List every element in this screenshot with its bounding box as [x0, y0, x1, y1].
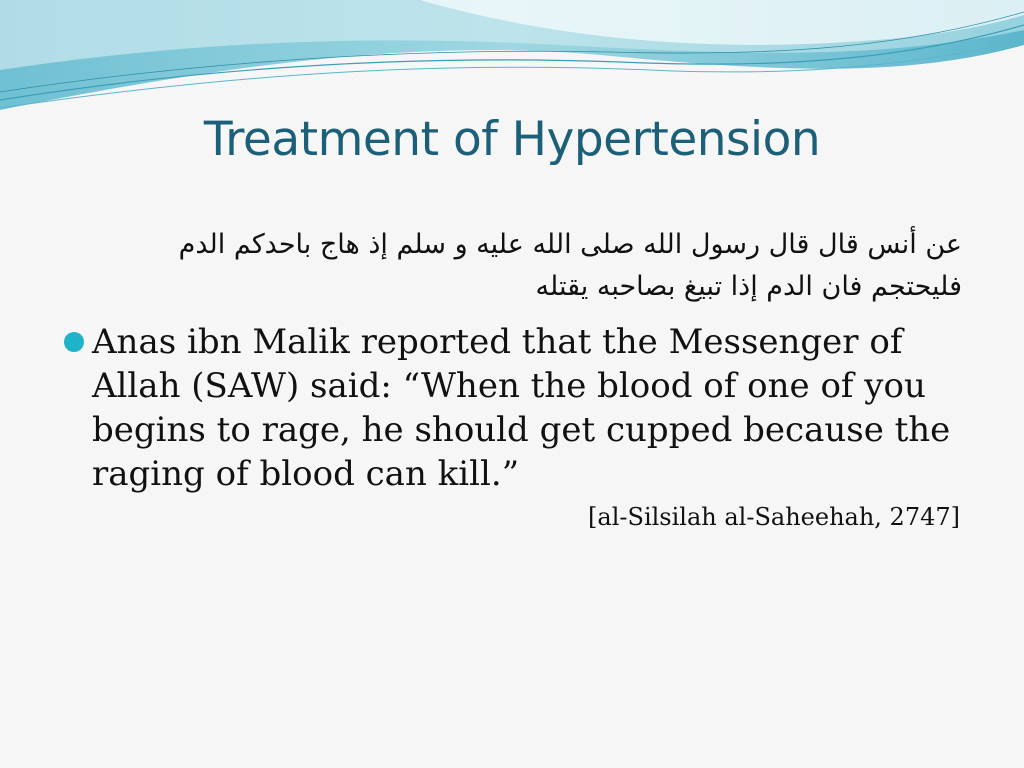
- citation: [al-Silsilah al-Saheehah, 2747]: [588, 503, 960, 531]
- header-wave-decoration: [0, 0, 1024, 120]
- slide-title: Treatment of Hypertension: [203, 112, 821, 167]
- bullet-text: Anas ibn Malik reported that the Messenger of Allah (SAW) said: “When the blood of one of you begins to rage, he should get cupped because the raging of blood can kill.”: [92, 322, 951, 494]
- arabic-hadith-text: عن أنس قال قال رسول الله صلى الله عليه و سلم إذ هاج باحدكم الدم فليحتجم فان الدم إذا تبيغ بصاحبه يقتله: [178, 229, 962, 302]
- circle-bullet-icon: [62, 330, 86, 354]
